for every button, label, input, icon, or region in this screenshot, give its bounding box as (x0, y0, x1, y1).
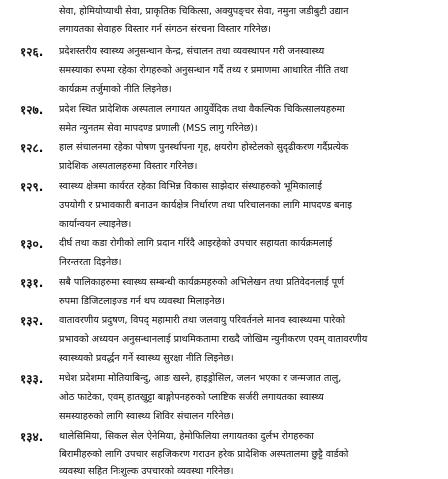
item-number: १३१. (20, 276, 44, 290)
item-line: उपयोगी र प्रभावकारी बनाउन कार्यक्षेत्र निर्धारण तथा परिचालनका लागि मापदण्ड बनाइ (59, 200, 352, 211)
item-line: स्वास्थ्यको प्रवर्द्धन गर्ने स्वास्थ्य सुरक्षा नीति लिइनेछ। (59, 353, 234, 364)
item-number: १३०. (20, 237, 44, 251)
item-line: दीर्घ तथा कडा रोगीको लागि प्रदान गरिंदै आइरहेको उपचार सहायता कार्यक्रमलाई (59, 238, 333, 249)
item-number: १३३. (20, 372, 44, 386)
item-line: सबै पालिकाहरुमा स्वास्थ्य सम्बन्धी कार्यक्रमहरुको अभिलेखन तथा प्रतिवेदनलाई पूर्ण (59, 277, 344, 288)
item-line: निरन्तरता दिइनेछ। (59, 257, 122, 268)
item-line: समेत न्युनतम सेवा मापदण्ड प्रणाली (MSS लागु गरिनेछ)। (59, 123, 258, 134)
item-line: स्वास्थ्य क्षेत्रमा कार्यरत रहेका विभिन्न विकास साझेदार संस्थाहरुको भूमिकालाई (59, 181, 322, 192)
intro-line: लगायतका सेवाहरु विस्तार गर्न संगठन संरचना विस्तार गरिनेछ। (59, 24, 271, 35)
item-line: रुपमा डिजिटलाइज्ड गर्न थप व्यवस्था मिलाइनेछ। (59, 296, 225, 307)
item-line: कार्यान्वयन ल्याइनेछ। (59, 219, 132, 230)
item-number: १२६. (20, 45, 44, 59)
item-line: व्यवस्था सहित निःशुल्क उपचारको व्यवस्था गरिनेछ। (59, 466, 234, 477)
item-line: थालेसिमिया, सिकल सेल ऐनेमिया, हेमोफिलिया लगायतका दुर्लभ रोगहरुका (59, 431, 314, 442)
item-number: १२८. (20, 141, 44, 155)
item-line: प्रदेश स्थित प्रादेशिक अस्पताल लगायत आयुर्वेदिक तथा वैकल्पिक चिकित्सालयहरुमा (59, 104, 345, 115)
item-line: प्रदेशस्तरीय स्वास्थ्य अनुसन्धान केन्द्र, संचालन तथा व्यवस्थापन गरी जनस्वास्थ्य (59, 46, 325, 57)
item-line: प्रादेशिक अस्पतालहरुमा विस्तार गरिनेछ। (59, 161, 198, 172)
item-line: वातावरणीय प्रदुषण, विपद् महामारी तथा जलवायु परिवर्तनले मानव स्वास्थ्यमा पारेको (59, 315, 346, 326)
item-line: ओठ फाटेका, एवम् हातखुट्टा बाङ्गोपनहरुको प्लाष्टिक सर्जरी लगायतका स्वास्थ्य (59, 392, 324, 403)
item-line: बिरामीहरुको लागि उपचार सहजिकरण गराउन हरेक प्रादेशिक अस्पतालमा छुट्टै वार्डको (59, 449, 349, 460)
item-number: १२७. (20, 103, 44, 117)
item-number: १२९. (20, 180, 44, 194)
item-line: समस्याका रुपमा रहेका रोगहरुको अनुसन्धान गर्दै तथ्य र प्रमाणमा आधारित नीति तथा (59, 65, 349, 76)
intro-line: सेवा, होमियोप्याथी सेवा, प्राकृतिक चिकित्सा, अक्युपङ्चर सेवा, नमुना जडीबुटी उद्यान (59, 6, 349, 17)
item-line: प्रभावको अध्ययन अनुसन्धानलाई प्राथमिकतामा राख्दै जोखिम न्युनीकरण एवम् वातावरणीय (59, 334, 368, 345)
item-line: हाल संचालनमा रहेका पोषण पुनर्स्थापना गृह, क्षयरोग होस्टेलको सुदृढीकरण गर्दैप्रत्येक (59, 142, 349, 153)
item-line: समस्याहरुको लागि स्वास्थ्य शिविर संचालन गरिनेछ। (59, 411, 234, 422)
item-number: १३२. (20, 314, 44, 328)
item-line: कार्यक्रम तर्जुमाको नीति लिइनेछ। (59, 84, 172, 95)
item-number: १३४. (20, 430, 44, 444)
item-line: मधेश प्रदेशमा मोतियाबिन्दु, आङ खस्ने, हाइड्रोसिल, जलन भएका र जन्मजात तालु, (59, 373, 342, 384)
